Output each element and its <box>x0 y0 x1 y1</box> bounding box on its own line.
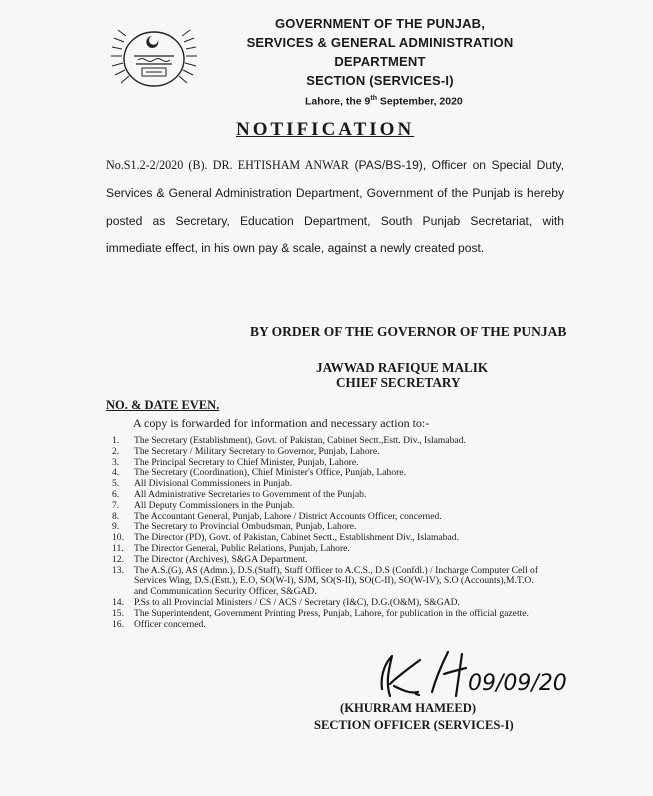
header-government: GOVERNMENT OF THE PUNJAB, <box>274 16 486 31</box>
recipient-item <box>112 447 542 458</box>
recipient-list <box>112 436 542 630</box>
date-prefix: Lahore, the 9 <box>305 95 371 108</box>
recipient-item <box>112 620 542 631</box>
chief-secretary-name: JAWWAD RAFIQUE MALIK <box>316 360 489 375</box>
recipient-text: The Secretary / Military Secretary to Governor, Punjab, Lahore. <box>134 445 380 457</box>
section-officer-block <box>314 700 514 734</box>
recipient-number: 10. <box>112 532 124 544</box>
date-rest: September, 2020 <box>376 95 463 108</box>
recipient-text: P.Ss to all Provincial Ministers / CS / ACS / Secretary (I&C), D.G.(O&M), S&GAD. <box>134 596 460 608</box>
notification-body <box>106 152 564 263</box>
recipient-number: 2. <box>112 445 120 457</box>
recipient-item <box>112 501 542 512</box>
date-line <box>305 95 463 108</box>
recipient-text: The Superintendent, Government Printing Press, Punjab, Lahore, for publication in the official gazette. <box>134 607 529 619</box>
recipient-number: 3. <box>112 456 120 468</box>
recipient-number: 11. <box>112 542 124 554</box>
recipient-number: 4. <box>112 467 120 479</box>
recipient-item <box>112 555 542 566</box>
recipient-item <box>112 566 542 598</box>
recipient-text: The Secretary (Establishment), Govt. of Pakistan, Cabinet Sectt.,Estt. Div., Islamabad. <box>134 435 466 446</box>
recipient-number: 12. <box>112 553 124 565</box>
recipient-number: 8. <box>112 510 120 522</box>
header-department-cont: DEPARTMENT <box>334 54 426 69</box>
date-suffix: th <box>370 95 377 102</box>
notification-reference: No.S1.2-2/2020 (B). DR. EHTISHAM ANWAR <box>106 158 350 172</box>
section-officer-designation: SECTION OFFICER (SERVICES-I) <box>314 718 514 732</box>
recipient-number: 16. <box>112 618 124 630</box>
notification-text: (PAS/BS-19), Officer on Special Duty, Services & General Administration Department, Government of the Punjab is hereby posted as Secretary, Education Department, South Punjab Secretariat, with immediate effect, in his own pay & scale, against a newly created post. <box>106 158 564 256</box>
recipient-text: The Director (PD), Govt. of Pakistan, Cabinet Sectt., Establishment Div., Islamabad. <box>134 532 459 544</box>
recipient-text: The Accountant General, Punjab, Lahore / District Accounts Officer, concerned. <box>134 510 442 522</box>
recipient-text: The Principal Secretary to Chief Minister, Punjab, Lahore. <box>134 456 359 468</box>
recipient-text: The A.S.(G), AS (Admn.), D.S.(Staff), Staff Officer to A.C.S., D.S (Confdl.) / Incharge Computer Cell of Services Wing, D.S.(Estt.), E.O, SO(W-I), SJM, SO(S-II), SO(C-II), SO(W-IV), S.O (Accounts),M.T.O. and Communication Security Officer, S&GAD. <box>134 564 539 598</box>
signature-date: 09/09/20 <box>468 671 567 696</box>
forward-text: A copy is forwarded for information and necessary action to:- <box>133 416 430 430</box>
recipient-text: The Director (Archives), S&GA Department. <box>134 553 308 565</box>
recipient-number: 9. <box>112 521 120 533</box>
section-officer-name: (KHURRAM HAMEED) <box>340 701 477 715</box>
recipient-text: Officer concerned. <box>134 618 206 630</box>
recipient-number: 5. <box>112 478 120 490</box>
recipient-text: The Secretary to Provincial Ombudsman, Punjab, Lahore. <box>134 521 357 533</box>
recipient-text: The Director General, Public Relations, Punjab, Lahore. <box>134 542 350 554</box>
punjab-government-emblem <box>108 22 200 92</box>
recipient-number: 1. <box>112 435 120 446</box>
chief-secretary-designation: CHIEF SECRETARY <box>336 375 461 390</box>
handwritten-signature <box>372 644 582 706</box>
recipient-text: All Divisional Commissioners in Punjab. <box>134 478 293 490</box>
recipient-text: All Administrative Secretaries to Government of the Punjab. <box>134 488 367 500</box>
chief-secretary-block <box>316 360 488 390</box>
no-date-even: NO. & DATE EVEN. <box>106 398 220 412</box>
recipient-number: 7. <box>112 499 120 511</box>
recipient-number: 6. <box>112 488 120 500</box>
recipient-text: All Deputy Commissioners in the Punjab. <box>134 499 295 511</box>
order-line: BY ORDER OF THE GOVERNOR OF THE PUNJAB <box>250 324 567 339</box>
recipient-text: The Secretary (Coordination), Chief Minister's Office, Punjab, Lahore. <box>134 467 406 479</box>
recipient-item <box>112 609 542 620</box>
recipient-number: 14. <box>112 596 124 608</box>
header-department: SERVICES & GENERAL ADMINISTRATION <box>246 35 514 50</box>
header-section: SECTION (SERVICES-I) <box>306 73 454 88</box>
recipient-number: 15. <box>112 607 124 619</box>
recipient-number: 13. <box>112 564 124 576</box>
notification-title: NOTIFICATION <box>236 119 415 140</box>
